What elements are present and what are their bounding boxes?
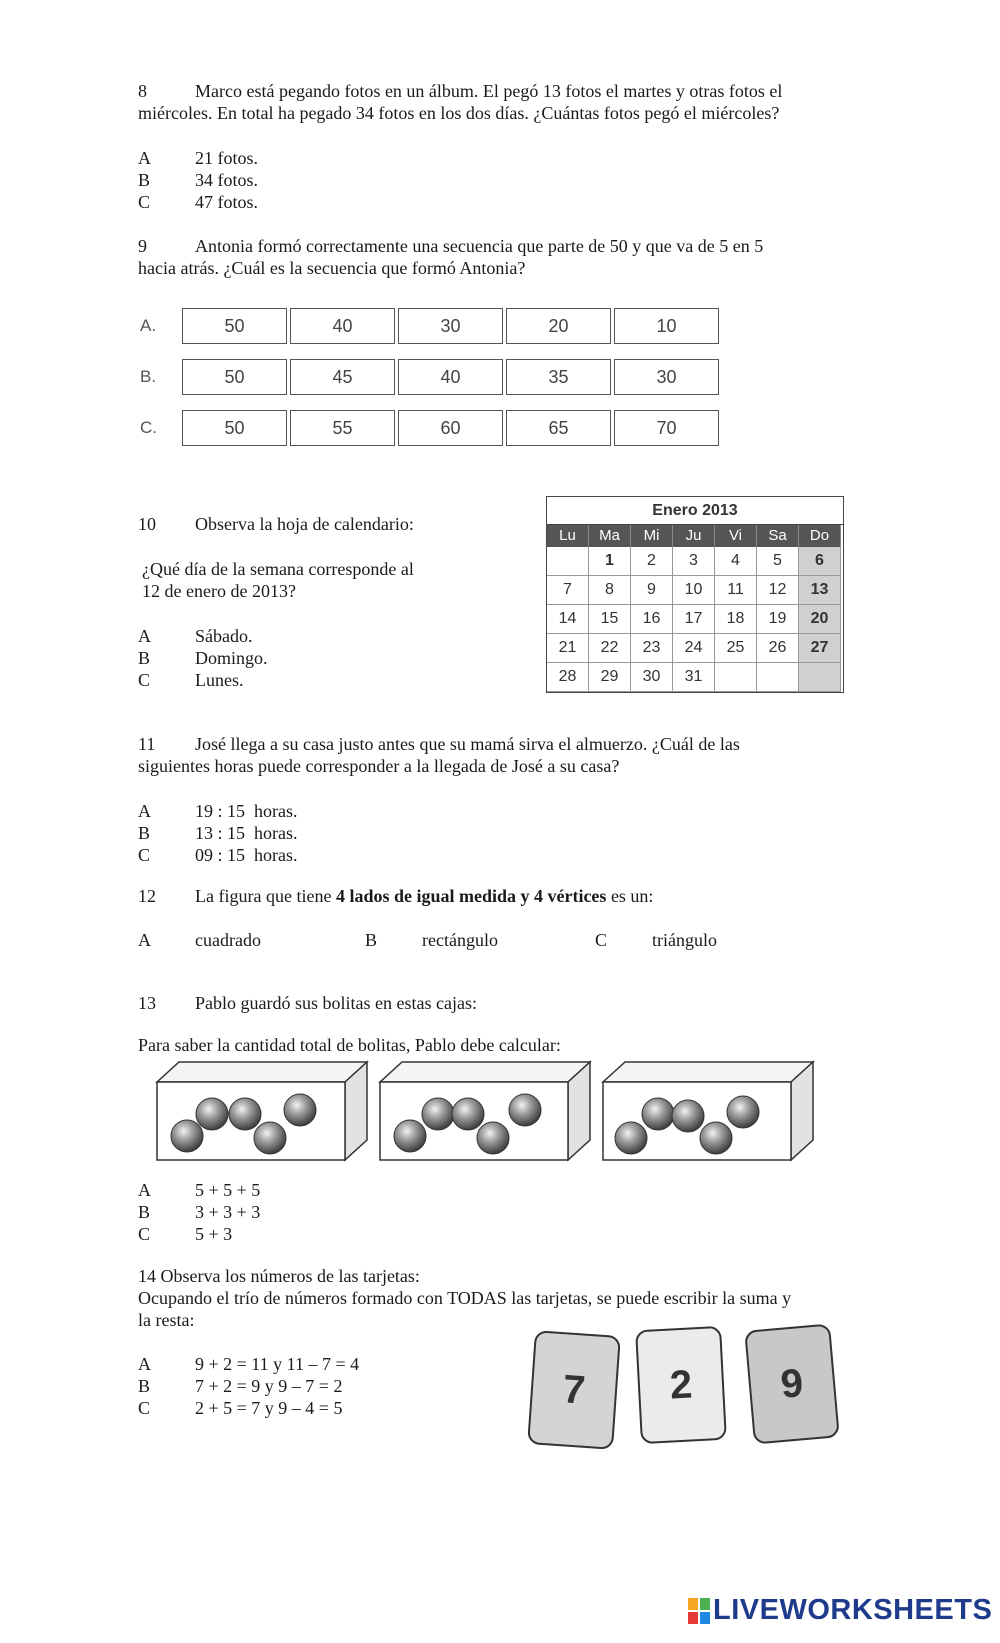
- sequence-cell: 30: [398, 308, 503, 344]
- box-2: [380, 1062, 590, 1160]
- question-11-text-line2: siguientes horas puede corresponder a la llegada de José a su casa?: [138, 756, 620, 776]
- calendar-cell: 9: [631, 576, 673, 605]
- q14-option-b[interactable]: 7 + 2 = 9 y 9 – 7 = 2: [195, 1376, 343, 1396]
- question-14-line1: 14 Observa los números de las tarjetas:: [138, 1266, 420, 1286]
- question-10-question-line2: 12 de enero de 2013?: [142, 581, 296, 601]
- sequence-c-row[interactable]: [182, 410, 722, 446]
- calendar-cell: [799, 663, 841, 692]
- q12-option-c-letter: C: [595, 930, 608, 950]
- calendar-cell: 26: [757, 634, 799, 663]
- q13-option-b-letter: B: [138, 1202, 151, 1222]
- sequence-a-label: A.: [140, 316, 157, 335]
- q13-option-c[interactable]: 5 + 3: [195, 1224, 233, 1244]
- question-12-number: 12: [138, 886, 156, 906]
- calendar-cell: 16: [631, 605, 673, 634]
- calendar-cell: [757, 663, 799, 692]
- q13-option-c-letter: C: [138, 1224, 151, 1244]
- box-3: [603, 1062, 813, 1160]
- q10-option-c[interactable]: Lunes.: [195, 670, 244, 690]
- sequence-cell: 50: [182, 359, 287, 395]
- q10-option-b-letter: B: [138, 648, 151, 668]
- calendar-cell: 4: [715, 547, 757, 576]
- calendar-cell: 12: [757, 576, 799, 605]
- q14-option-c-letter: C: [138, 1398, 151, 1418]
- q11-option-a[interactable]: 19 : 15 horas.: [195, 801, 298, 821]
- number-card-1: 7: [527, 1330, 621, 1450]
- q10-option-c-letter: C: [138, 670, 151, 690]
- calendar-day-header: Lu: [547, 525, 589, 547]
- q14-option-c[interactable]: 2 + 5 = 7 y 9 – 4 = 5: [195, 1398, 343, 1418]
- box-1: [157, 1062, 367, 1160]
- q10-option-a[interactable]: Sábado.: [195, 626, 253, 646]
- sequence-cell: 65: [506, 410, 611, 446]
- q14-option-a-letter: A: [138, 1354, 151, 1374]
- sequence-cell: 50: [182, 308, 287, 344]
- question-11-number: 11: [138, 734, 156, 754]
- q12-option-a[interactable]: cuadrado: [195, 930, 261, 950]
- q13-option-b[interactable]: 3 + 3 + 3: [195, 1202, 261, 1222]
- calendar-day-header: Vi: [715, 525, 757, 547]
- calendar-cell: 23: [631, 634, 673, 663]
- q14-option-a[interactable]: 9 + 2 = 11 y 11 – 7 = 4: [195, 1354, 360, 1374]
- q12-option-a-letter: A: [138, 930, 151, 950]
- q11-option-c[interactable]: 09 : 15 horas.: [195, 845, 298, 865]
- calendar-cell: 25: [715, 634, 757, 663]
- q12-option-b-letter: B: [365, 930, 378, 950]
- calendar-day-header: Do: [799, 525, 841, 547]
- q8-option-c[interactable]: 47 fotos.: [195, 192, 258, 212]
- calendar-cell: 10: [673, 576, 715, 605]
- sequence-cell: 20: [506, 308, 611, 344]
- number-card-2: 2: [635, 1326, 727, 1444]
- q10-option-b[interactable]: Domingo.: [195, 648, 268, 668]
- sequence-a-row[interactable]: [182, 308, 722, 344]
- calendar-cell: 18: [715, 605, 757, 634]
- question-12-text-after: es un:: [606, 886, 654, 906]
- question-10-question-line1: ¿Qué día de la semana corresponde al: [142, 559, 414, 579]
- calendar-cell: 29: [589, 663, 631, 692]
- question-9-text-line1: Antonia formó correctamente una secuencia que parte de 50 y que va de 5 en 5: [195, 236, 764, 256]
- question-10-text: Observa la hoja de calendario:: [195, 514, 414, 534]
- calendar-cell: 13: [799, 576, 841, 605]
- question-13-subtext: Para saber la cantidad total de bolitas, Pablo debe calcular:: [138, 1035, 561, 1055]
- calendar-cell: 5: [757, 547, 799, 576]
- calendar-cell: 15: [589, 605, 631, 634]
- number-card-3: 9: [744, 1323, 840, 1444]
- q12-option-b[interactable]: rectángulo: [422, 930, 498, 950]
- q11-option-b[interactable]: 13 : 15 horas.: [195, 823, 298, 843]
- sequence-cell: 40: [398, 359, 503, 395]
- question-13-text: Pablo guardó sus bolitas en estas cajas:: [195, 993, 477, 1013]
- calendar-cell: 11: [715, 576, 757, 605]
- q11-option-b-letter: B: [138, 823, 151, 843]
- liveworksheets-icon: [688, 1598, 710, 1624]
- question-12-text-bold: 4 lados de igual medida y 4 vértices: [335, 886, 607, 906]
- calendar-day-header: Ma: [589, 525, 631, 547]
- q8-option-b-letter: B: [138, 170, 151, 190]
- sequence-cell: 40: [290, 308, 395, 344]
- calendar-cell: 6: [799, 547, 841, 576]
- sequence-cell: 10: [614, 308, 719, 344]
- calendar-cell: 3: [673, 547, 715, 576]
- calendar-day-header: Sa: [757, 525, 799, 547]
- q10-option-a-letter: A: [138, 626, 151, 646]
- q14-option-b-letter: B: [138, 1376, 151, 1396]
- q11-option-a-letter: A: [138, 801, 151, 821]
- q8-option-a[interactable]: 21 fotos.: [195, 148, 258, 168]
- question-14-line3: la resta:: [138, 1310, 195, 1330]
- sequence-b-row[interactable]: [182, 359, 722, 395]
- question-8-text-line1: Marco está pegando fotos en un álbum. El pegó 13 fotos el martes y otras fotos el: [195, 81, 783, 101]
- sequence-cell: 70: [614, 410, 719, 446]
- question-9-text-line2: hacia atrás. ¿Cuál es la secuencia que formó Antonia?: [138, 258, 526, 278]
- marble-boxes-illustration: [155, 1060, 830, 1162]
- question-12-text: [195, 885, 653, 908]
- calendar-cell: 24: [673, 634, 715, 663]
- question-12-text-before: La figura que tiene: [195, 886, 336, 906]
- q8-option-a-letter: A: [138, 148, 151, 168]
- calendar-cell: 30: [631, 663, 673, 692]
- q12-option-c[interactable]: triángulo: [652, 930, 717, 950]
- calendar-cell: 27: [799, 634, 841, 663]
- q8-option-c-letter: C: [138, 192, 151, 212]
- q11-option-c-letter: C: [138, 845, 151, 865]
- q13-option-a[interactable]: 5 + 5 + 5: [195, 1180, 261, 1200]
- calendar-day-header: Mi: [631, 525, 673, 547]
- q13-option-a-letter: A: [138, 1180, 151, 1200]
- calendar-cell: 8: [589, 576, 631, 605]
- sequence-cell: 35: [506, 359, 611, 395]
- sequence-cell: 45: [290, 359, 395, 395]
- sequence-b-label: B.: [140, 367, 157, 386]
- question-8-text-line2: miércoles. En total ha pegado 34 fotos en los dos días. ¿Cuántas fotos pegó el miércoles?: [138, 103, 780, 123]
- liveworksheets-logo-text: LIVEWORKSHEETS: [713, 1594, 993, 1626]
- liveworksheets-logo[interactable]: [688, 1594, 992, 1627]
- calendar-cell: 2: [631, 547, 673, 576]
- question-13-number: 13: [138, 993, 156, 1013]
- sequence-cell: 55: [290, 410, 395, 446]
- calendar-cell: 28: [547, 663, 589, 692]
- calendar-cell: 22: [589, 634, 631, 663]
- calendar-title: Enero 2013: [547, 497, 843, 525]
- question-9-number: 9: [138, 236, 147, 256]
- calendar-cell: [547, 547, 589, 576]
- question-14-line2: Ocupando el trío de números formado con TODAS las tarjetas, se puede escribir la suma y: [138, 1288, 792, 1308]
- calendar-cell: 20: [799, 605, 841, 634]
- calendar-day-header: Ju: [673, 525, 715, 547]
- calendar-cell: 21: [547, 634, 589, 663]
- question-11-text-line1: José llega a su casa justo antes que su mamá sirva el almuerzo. ¿Cuál de las: [195, 734, 740, 754]
- calendar-cell: 14: [547, 605, 589, 634]
- calendar-cell: 7: [547, 576, 589, 605]
- question-8-number: 8: [138, 81, 147, 101]
- calendar-cell: 1: [589, 547, 631, 576]
- q8-option-b[interactable]: 34 fotos.: [195, 170, 258, 190]
- calendar-cell: 17: [673, 605, 715, 634]
- sequence-cell: 60: [398, 410, 503, 446]
- calendar: [546, 496, 844, 693]
- calendar-cell: 19: [757, 605, 799, 634]
- calendar-cell: [715, 663, 757, 692]
- calendar-cell: 31: [673, 663, 715, 692]
- sequence-c-label: C.: [140, 418, 157, 437]
- sequence-cell: 50: [182, 410, 287, 446]
- calendar-grid: [547, 525, 843, 692]
- sequence-cell: 30: [614, 359, 719, 395]
- question-10-number: 10: [138, 514, 156, 534]
